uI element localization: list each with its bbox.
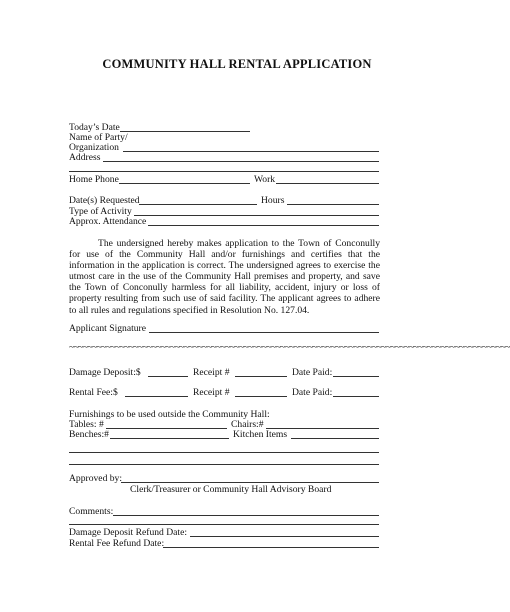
- organization-field[interactable]: [123, 142, 379, 152]
- rental-receipt-field[interactable]: [235, 387, 287, 397]
- applicant-signature-field[interactable]: [149, 323, 379, 333]
- damage-deposit-field[interactable]: [148, 367, 188, 377]
- applicant-signature-label: Applicant Signature: [69, 323, 146, 334]
- type-of-activity-label: Type of Activity: [69, 206, 132, 217]
- approx-attendance-label: Approx. Attendance: [69, 216, 147, 227]
- furnishings-heading: Furnishings to be used outside the Community Hall:: [69, 409, 270, 420]
- tables-label: Tables: #: [69, 419, 104, 430]
- agreement-text: [69, 238, 380, 316]
- damage-date-paid-field[interactable]: [333, 367, 379, 377]
- work-phone-field[interactable]: [276, 174, 379, 184]
- todays-date-label: Today’s Date: [69, 122, 120, 133]
- comments-extra-field[interactable]: [69, 515, 379, 525]
- furnishings-extra-field-1[interactable]: [69, 443, 379, 453]
- rental-refund-date-label: Rental Fee Refund Date:: [69, 538, 165, 549]
- tables-field[interactable]: [106, 419, 227, 429]
- rental-refund-date-field[interactable]: [163, 538, 379, 548]
- chairs-label: Chairs:#: [231, 419, 264, 430]
- damage-deposit-label: Damage Deposit:$: [69, 367, 141, 378]
- damage-receipt-field[interactable]: [235, 367, 287, 377]
- furnishings-extra-field-2[interactable]: [69, 455, 379, 465]
- address-line-2-field[interactable]: [69, 162, 379, 172]
- agreement-paragraph: The undersigned hereby makes application to the Town of Conconully for use of the Community Hall and/or furnishings and certifies that the information in the application is correct. The undersigned agrees to exercise the utmost care in the use of the Community Hall premises and property, and save the Town of Conconully harmless for all liability, accident, injury or loss of property resulting from such use of said facility. The applicant agrees to adhere to all rules and regulations specified in Resolution No. 127.04.: [69, 238, 380, 316]
- chairs-field[interactable]: [266, 419, 379, 429]
- approved-by-label: Approved by:: [69, 473, 123, 484]
- approved-by-field[interactable]: [121, 473, 379, 483]
- damage-refund-date-label: Damage Deposit Refund Date:: [69, 527, 188, 538]
- rental-receipt-label: Receipt #: [193, 387, 230, 398]
- home-phone-field[interactable]: [119, 174, 250, 184]
- rental-date-paid-field[interactable]: [333, 387, 379, 397]
- hours-label: Hours: [261, 195, 285, 206]
- hours-field[interactable]: [287, 195, 379, 205]
- approx-attendance-field[interactable]: [148, 216, 379, 226]
- dates-requested-label: Date(s) Requested: [69, 195, 140, 206]
- address-label: Address: [69, 152, 101, 163]
- damage-receipt-label: Receipt #: [193, 367, 230, 378]
- damage-refund-date-field[interactable]: [190, 527, 379, 537]
- kitchen-items-field[interactable]: [291, 429, 379, 439]
- form-title: COMMUNITY HALL RENTAL APPLICATION: [102, 57, 372, 71]
- comments-label: Comments:: [69, 506, 114, 517]
- name-of-party-label: Name of Party/: [69, 132, 128, 143]
- home-phone-label: Home Phone: [69, 174, 119, 185]
- kitchen-items-label: Kitchen Items: [233, 429, 288, 440]
- rental-fee-label: Rental Fee:$: [69, 387, 118, 398]
- benches-field[interactable]: [110, 429, 229, 439]
- rental-date-paid-label: Date Paid:: [292, 387, 333, 398]
- approver-caption: Clerk/Treasurer or Community Hall Advisory Board: [130, 484, 332, 495]
- benches-label: Benches:#: [69, 429, 109, 440]
- work-label: Work: [254, 174, 276, 185]
- address-field[interactable]: [103, 152, 379, 162]
- damage-date-paid-label: Date Paid:: [292, 367, 333, 378]
- organization-label: Organization: [69, 142, 119, 153]
- type-of-activity-field[interactable]: [134, 206, 379, 216]
- dates-requested-field[interactable]: [139, 195, 257, 205]
- todays-date-field[interactable]: [120, 122, 250, 132]
- separator-line: ~~~~~~~~~~~~~~~~~~~~~~~~~~~~~~~~~~~~~~~~~~~~~~~~~~~~~~~~~~~~~~~~~~~~~~~~~~~~~~~~~~~~~~~~~~~~~~~~: [69, 342, 510, 353]
- rental-fee-field[interactable]: [125, 387, 188, 397]
